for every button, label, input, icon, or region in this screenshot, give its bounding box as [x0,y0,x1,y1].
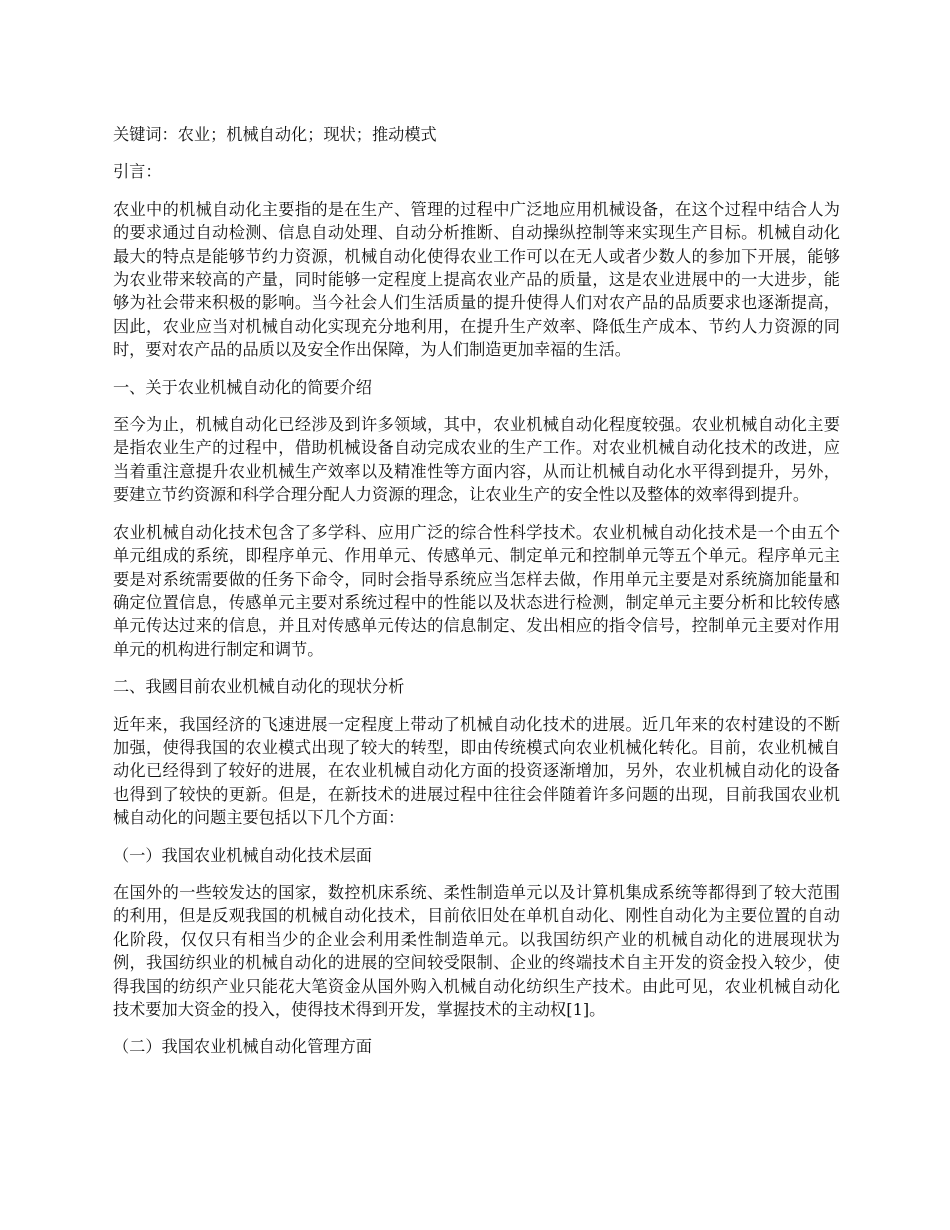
section-1-title: 一、关于农业机械自动化的简要介绍 [113,377,372,397]
document-page [113,123,840,1073]
section-2-paragraph-1: 近年来，我国经济的飞速进展一定程度上带动了机械自动化技术的进展。近几年来的农村建设的不断加强，使得我国的农业模式出现了较大的转型，即由传统模式向农业机械化转化。目前，农业机械自动化已经得到了较好的进展，在农业机械自动化方面的投资逐渐增加，另外，农业机械自动化的设备也得到了较快的更新。但是，在新技术的进展过程中往往会伴随着许多问题的出现，目前我国农业机械自动化的问题主要包括以下几个方面： [113,714,840,828]
subsection-2-title: （二）我国农业机械自动化管理方面 [113,1037,372,1057]
intro-paragraph: 农业中的机械自动化主要指的是在生产、管理的过程中广泛地应用机械设备，在这个过程中结合人为的要求通过自动检测、信息自动处理、自动分析推断、自动操纵控制等来实现生产目标。机械自动化最大的特点是能够节约力资源，机械自动化使得农业工作可以在无人或者少数人的参加下开展，能够为农业带来较高的产量，同时能够一定程度上提高农业产品的质量，这是农业进展中的一大进步，能够为社会带来积极的影响。当今社会人们生活质量的提升使得人们对农产品的品质要求也逐渐提高，因此，农业应当对机械自动化实现充分地利用，在提升生产效率、降低生产成本、节约人力资源的同时，要对农产品的品质以及安全作出保障，为人们制造更加幸福的生活。 [113,199,840,360]
intro-label: 引言： [113,162,162,182]
section-1-paragraph-2: 农业机械自动化技术包含了多学科、应用广泛的综合性科学技术。农业机械自动化技术是一个由五个单元组成的系统，即程序单元、作用单元、传感单元、制定单元和控制单元等五个单元。程序单元主要是对系统需要做的任务下命令，同时会指导系统应当怎样去做，作用单元主要是对系统旖加能量和确定位置信息，传感单元主要对系统过程中的性能以及状态进行检测，制定单元主要分析和比较传感单元传达过来的信息，并且对传感单元传达的信息制定、发出相应的指令信号，控制单元主要对作用单元的机构进行制定和调节。 [113,522,840,659]
keywords-line: 关键词：农业；机械自动化；现状；推动模式 [113,125,437,144]
subsection-1-paragraph: 在国外的一些较发达的国家，数控机床系统、柔性制造单元以及计算机集成系统等都得到了较大范围的利用，但是反观我国的机械自动化技术，目前依旧处在单机自动化、刚性自动化为主要位置的自动化阶段，仅仅只有相当少的企业会利用柔性制造单元。以我国纺织产业的机械自动化的进展现状为例，我国纺织业的机械自动化的进展的空间较受限制、企业的终端技术自主开发的资金投入较少，使得我国的纺织产业只能花大笔资金从国外购入机械自动化纺织生产技术。由此可见，农业机械自动化技术要加大资金的投入，使得技术得到开发，掌握技术的主动权[1]。 [113,882,840,1019]
section-1-paragraph-1: 至今为止，机械自动化已经涉及到许多领域，其中，农业机械自动化程度较强。农业机械自动化主要是指农业生产的过程中，借助机械设备自动完成农业的生产工作。对农业机械自动化技术的改进，应当着重注意提升农业机械生产效率以及精准性等方面内容，从而让机械自动化水平得到提升，另外，要建立节约资源和科学合理分配人力资源的理念，让农业生产的安全性以及整体的效率得到提升。 [113,415,840,505]
section-2-title: 二、我國目前农业机械自动化的现状分析 [113,677,405,697]
subsection-1-title: （一）我国农业机械自动化技术层面 [113,845,372,865]
